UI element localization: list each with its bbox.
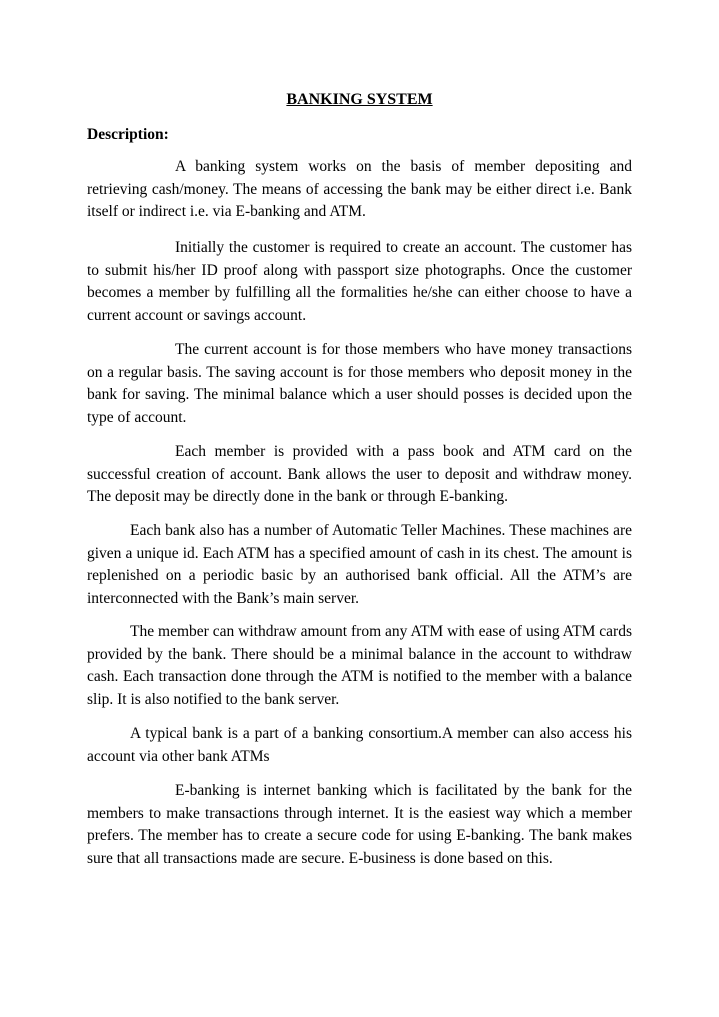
paragraph-2: Initially the customer is required to create an account. The customer has to submit his/her ID proof along with passport size photographs. Once the customer becomes a member by fulfilling all the formalities he/she can either choose to have a current account or savings account. — [87, 239, 632, 324]
paragraph-4: Each member is provided with a pass book and ATM card on the successful creation of account. Bank allows the user to deposit and withdraw money. The deposit may be directly done in the bank or through E-banking. — [87, 443, 632, 505]
page-title: BANKING SYSTEM — [286, 91, 433, 108]
paragraph-3: The current account is for those members who have money transactions on a regular basis. The saving account is for those members who deposit money in the bank for saving. The minimal balance which a user should posses is decided upon the type of account. — [87, 341, 632, 426]
paragraph-6: The member can withdraw amount from any ATM with ease of using ATM cards provided by the bank. There should be a minimal balance in the account to withdraw cash. Each transaction done through the ATM is notified to the member with a balance slip. It is also notified to the bank server. — [87, 623, 632, 708]
paragraph-7: A typical bank is a part of a banking consortium.A member can also access his account via other bank ATMs — [87, 725, 632, 765]
paragraph-5: Each bank also has a number of Automatic Teller Machines. These machines are given a unique id. Each ATM has a specified amount of cash in its chest. The amount is replenished on a periodic basic by an authorised bank official. All the ATM’s are interconnected with the Bank’s main server. — [87, 522, 632, 607]
section-heading: Description: — [87, 126, 169, 143]
paragraph-1: A banking system works on the basis of member depositing and retrieving cash/money. The means of accessing the bank may be either direct i.e. Bank itself or indirect i.e. via E-banking and ATM. — [87, 158, 632, 220]
paragraph-8: E-banking is internet banking which is facilitated by the bank for the members to make transactions through internet. It is the easiest way which a member prefers. The member has to create a secure code for using E-banking. The bank makes sure that all transactions made are secure. E-business is done based on this. — [87, 782, 632, 867]
